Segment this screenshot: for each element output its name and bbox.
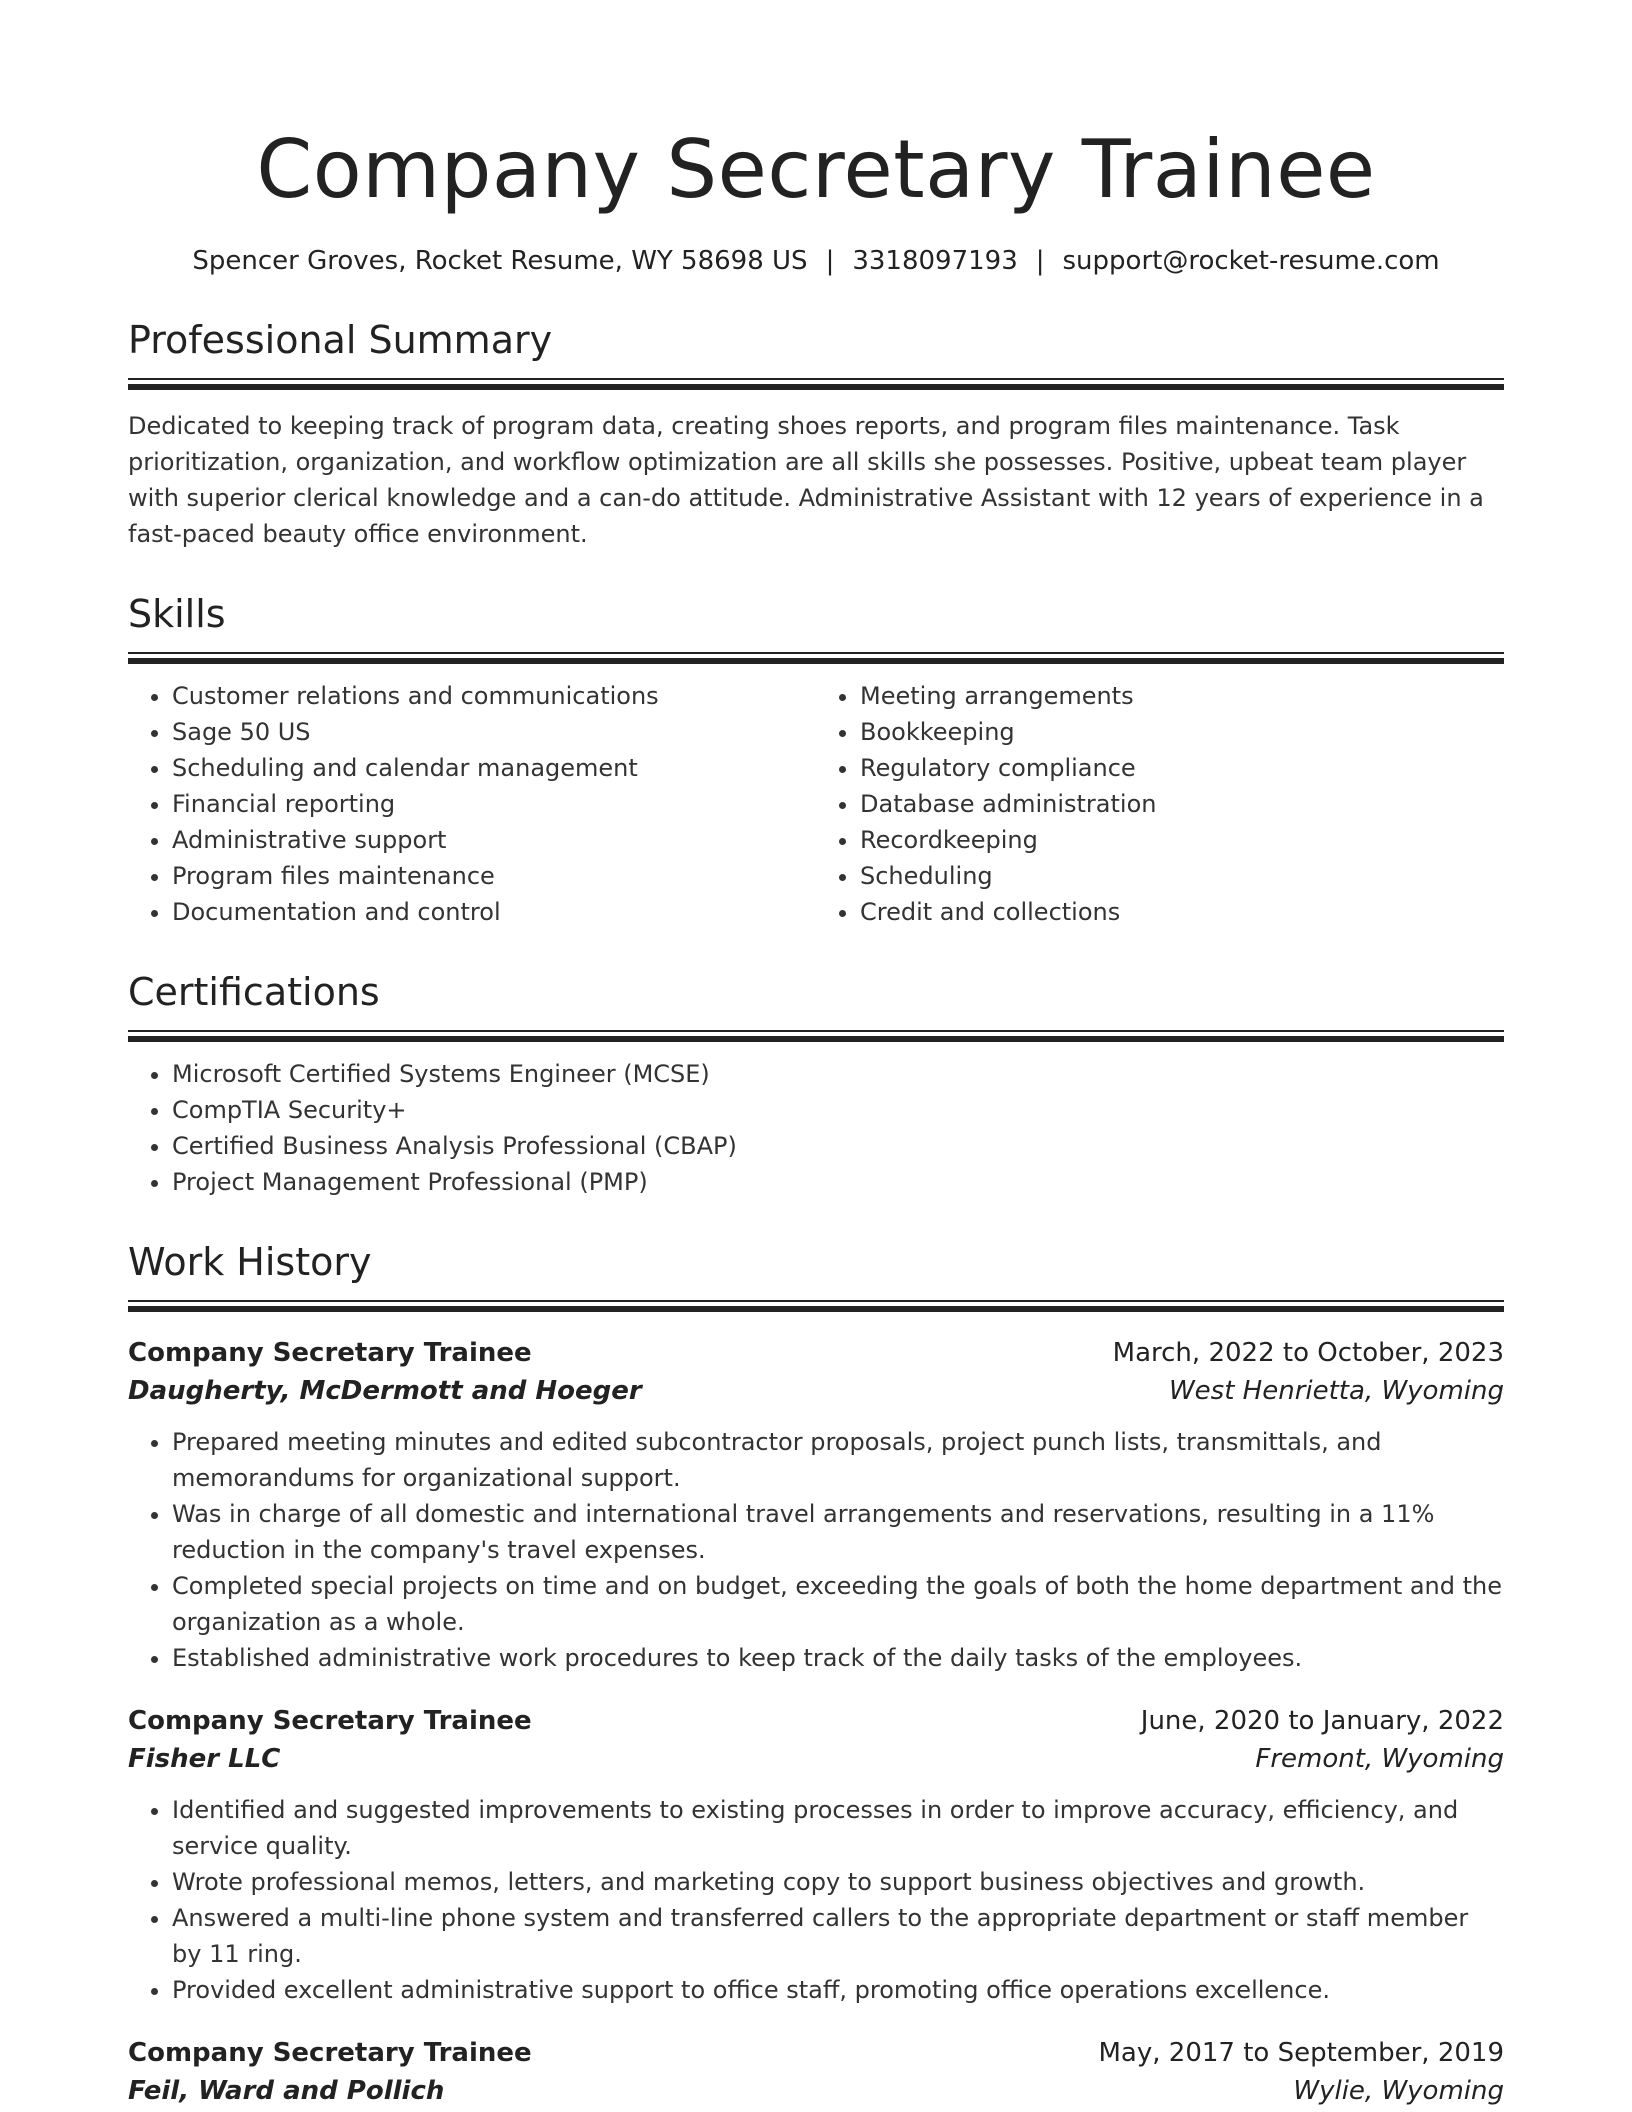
job-bullet: • Wrote professional memos, letters, and marketing copy to support business objectives and growth. (172, 1864, 1504, 1900)
skill-item: • Meeting arrangements (860, 678, 1504, 714)
job-bullet: • Identified and suggested improvements to existing processes in order to improve accuracy, efficiency, and service quality. (172, 1792, 1504, 1864)
job-entry (128, 2034, 1504, 2110)
contact-address: Spencer Groves, Rocket Resume, WY 58698 US (192, 246, 808, 276)
certifications-heading: Certifications (128, 970, 380, 1014)
section-divider (128, 1030, 1504, 1042)
summary-heading: Professional Summary (128, 318, 553, 362)
contact-phone: 3318097193 (852, 246, 1018, 276)
job-entry (128, 1702, 1504, 2008)
certification-item: • Microsoft Certified Systems Engineer (MCSE) (172, 1056, 1504, 1092)
skill-item: • Administrative support (172, 822, 816, 858)
job-company: Feil, Ward and Pollich (128, 2076, 445, 2106)
contact-separator: | (1035, 246, 1045, 276)
work-history-heading: Work History (128, 1240, 372, 1284)
summary-text: Dedicated to keeping track of program data, creating shoes reports, and program files maintenance. Task prioritization, organization, and workflow optimization are all skills she possesses. Positive, upbeat team player with superior clerical knowledge and a can-do attitude. Administrative Assistant with 12 years of experience in a fast-paced beauty office environment. (128, 412, 1484, 548)
job-company: Fisher LLC (128, 1744, 281, 1774)
section-divider (128, 1300, 1504, 1312)
certifications-section (128, 968, 1504, 1200)
section-divider (128, 652, 1504, 664)
job-header-row (128, 1702, 1504, 1740)
job-bullet: • Completed special projects on time and on budget, exceeding the goals of both the home department and the organization as a whole. (172, 1568, 1504, 1640)
resume-title: Company Secretary Trainee (256, 123, 1376, 216)
job-dates: March, 2022 to October, 2023 (1112, 1338, 1504, 1368)
job-company-row (128, 2072, 1504, 2110)
skills-grid (128, 678, 1504, 930)
skills-list-left (128, 678, 816, 930)
job-company: Daugherty, McDermott and Hoeger (128, 1376, 642, 1406)
job-location: Fremont, Wyoming (1255, 1744, 1504, 1774)
skill-item: • Documentation and control (172, 894, 816, 930)
contact-separator: | (825, 246, 835, 276)
job-bullet: • Was in charge of all domestic and international travel arrangements and reservations, resulting in a 11% reduction in the company's travel expenses. (172, 1496, 1504, 1568)
certification-item: • CompTIA Security+ (172, 1092, 1504, 1128)
job-title: Company Secretary Trainee (128, 2038, 532, 2068)
skill-item: • Regulatory compliance (860, 750, 1504, 786)
job-entry (128, 1334, 1504, 1676)
certification-item: • Project Management Professional (PMP) (172, 1164, 1504, 1200)
work-history-section (128, 1238, 1504, 2110)
job-bullet: • Prepared meeting minutes and edited subcontractor proposals, project punch lists, transmittals, and memorandums for organizational support. (172, 1424, 1504, 1496)
job-company-row (128, 1740, 1504, 1778)
skill-item: • Financial reporting (172, 786, 816, 822)
job-bullet: • Answered a multi-line phone system and transferred callers to the appropriate department or staff member by 11 ring. (172, 1900, 1504, 1972)
skill-item: • Recordkeeping (860, 822, 1504, 858)
skill-item: • Database administration (860, 786, 1504, 822)
job-bullet: • Provided excellent administrative support to office staff, promoting office operations excellence. (172, 1972, 1504, 2008)
job-bullets (128, 1424, 1504, 1676)
skill-item: • Credit and collections (860, 894, 1504, 930)
job-dates: May, 2017 to September, 2019 (1098, 2038, 1504, 2068)
skill-item: • Sage 50 US (172, 714, 816, 750)
contact-line (128, 244, 1504, 278)
contact-email: support@rocket-resume.com (1062, 246, 1440, 276)
certifications-list (128, 1056, 1504, 1200)
section-divider (128, 378, 1504, 390)
skill-item: • Customer relations and communications (172, 678, 816, 714)
skill-item: • Program files maintenance (172, 858, 816, 894)
skill-item: • Bookkeeping (860, 714, 1504, 750)
job-header-row (128, 2034, 1504, 2072)
certification-item: • Certified Business Analysis Professional (CBAP) (172, 1128, 1504, 1164)
job-dates: June, 2020 to January, 2022 (1140, 1706, 1504, 1736)
job-bullets (128, 1792, 1504, 2008)
summary-section (128, 316, 1504, 552)
skill-item: • Scheduling and calendar management (172, 750, 816, 786)
skill-item: • Scheduling (860, 858, 1504, 894)
job-location: West Henrietta, Wyoming (1168, 1376, 1504, 1406)
job-company-row (128, 1372, 1504, 1410)
job-title: Company Secretary Trainee (128, 1706, 532, 1736)
skills-list-right (816, 678, 1504, 930)
job-title: Company Secretary Trainee (128, 1338, 532, 1368)
job-header-row (128, 1334, 1504, 1372)
skills-heading: Skills (128, 592, 226, 636)
job-bullet: • Established administrative work procedures to keep track of the daily tasks of the employees. (172, 1640, 1504, 1676)
job-location: Wylie, Wyoming (1293, 2076, 1504, 2106)
skills-section (128, 590, 1504, 930)
